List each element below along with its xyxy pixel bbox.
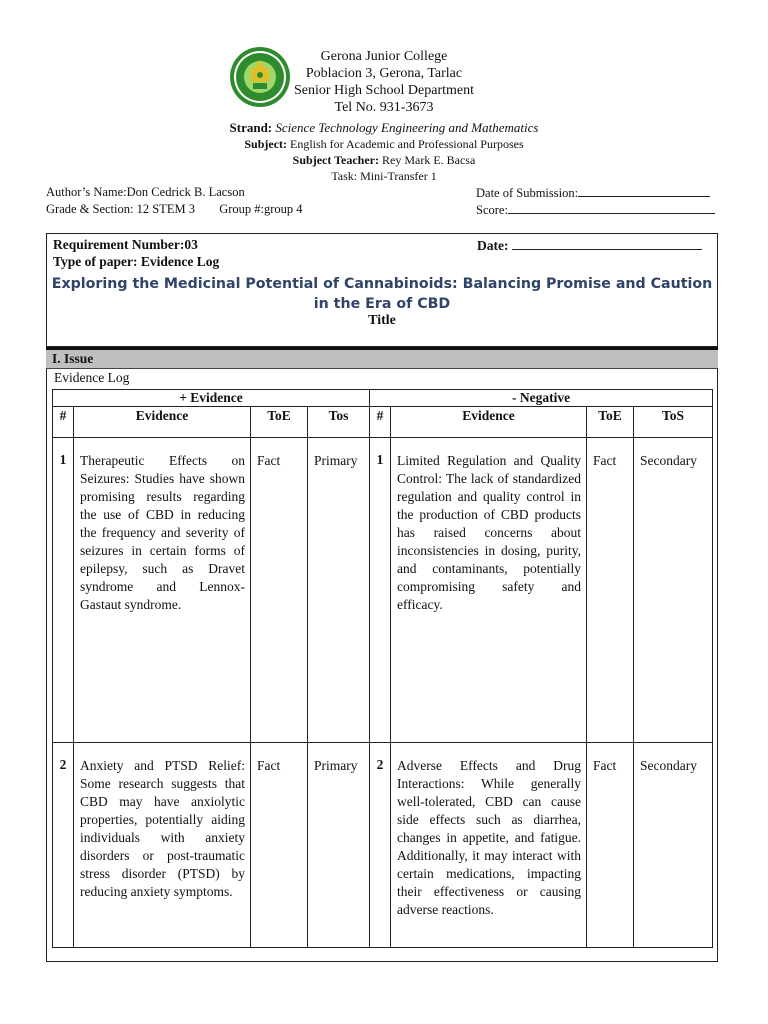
grade-section-value: Grade & Section: 12 STEM 3	[46, 202, 195, 216]
col-tos-positive: Tos	[308, 407, 370, 438]
col-num-negative: #	[370, 407, 391, 438]
title-label: Title	[368, 313, 396, 328]
type-of-source: Secondary	[634, 743, 713, 948]
column-header-row	[53, 407, 713, 438]
date-submission-label: Date of Submission:	[476, 186, 579, 200]
evidence-text: Therapeutic Effects on Seizures: Studies have shown promising results regarding the use of CBD in reducing the frequency and severity of seizures in certain forms of epilepsy, such as Dravet syndrome and Lennox-Gastaut syndrome.	[74, 438, 251, 743]
positive-evidence-group: + Evidence	[53, 390, 370, 407]
department: Senior High School Department	[293, 83, 475, 98]
table-row	[53, 438, 713, 743]
row-number: 1	[370, 438, 391, 743]
col-toe-positive: ToE	[251, 407, 308, 438]
frame-bottom	[46, 961, 718, 962]
requirement-date-blank	[512, 237, 702, 250]
teacher-label: Subject Teacher:	[292, 153, 379, 167]
teacher-value: Rey Mark E. Bacsa	[382, 153, 476, 167]
author-name: Author’s Name:Don Cedrick B. Lacson	[46, 185, 245, 199]
subject-line	[0, 137, 768, 152]
paper-type: Type of paper: Evidence Log	[53, 254, 220, 269]
requirement-box	[46, 233, 718, 347]
frame-right	[717, 369, 718, 962]
row-number: 2	[53, 743, 74, 948]
requirement-date	[477, 237, 702, 254]
row-number: 1	[53, 438, 74, 743]
date-submission	[476, 185, 710, 201]
type-of-evidence: Fact	[251, 743, 308, 948]
score-blank	[508, 202, 715, 214]
group-header-row	[53, 390, 713, 407]
paper-title: Exploring the Medicinal Potential of Cannabinoids: Balancing Promise and Caution in the Era of CBD	[51, 276, 713, 312]
strand-line	[0, 120, 768, 136]
evidence-text: Anxiety and PTSD Relief: Some research suggests that CBD may have anxiolytic properties, potentially aiding individuals with anxiety disorders or post-traumatic stress disorder (PTSD) by reducing anxiety symptoms.	[74, 743, 251, 948]
subject-label: Subject:	[244, 137, 288, 151]
teacher-line	[0, 153, 768, 168]
score	[476, 202, 715, 218]
task-line: Task: Mini-Transfer 1	[331, 169, 437, 183]
evidence-text: Limited Regulation and Quality Control: The lack of standardized regulation and quality control in the production of CBD products has raised concerns about inconsistencies in dosing, purity, and contaminants, potentially compromising safety and efficacy.	[391, 438, 587, 743]
type-of-source: Primary	[308, 743, 370, 948]
col-evidence-positive: Evidence	[74, 407, 251, 438]
requirement-number: Requirement Number:03	[53, 237, 198, 252]
school-name: Gerona Junior College	[320, 49, 448, 64]
date-submission-blank	[578, 185, 710, 197]
col-tos-negative: ToS	[634, 407, 713, 438]
col-num-positive: #	[53, 407, 74, 438]
strand-label: Strand:	[229, 120, 273, 135]
frame-left	[46, 369, 47, 962]
type-of-evidence: Fact	[587, 743, 634, 948]
type-of-source: Primary	[308, 438, 370, 743]
grade-section	[46, 202, 303, 217]
type-of-evidence: Fact	[251, 438, 308, 743]
evidence-table	[52, 389, 713, 948]
negative-evidence-group: - Negative	[370, 390, 713, 407]
evidence-text: Adverse Effects and Drug Interactions: While generally well-tolerated, CBD can cause side effects such as diarrhea, changes in appetite, and fatigue. Additionally, it may interact with certain medications, impacting their effectiveness or causing adverse reactions.	[391, 743, 587, 948]
score-label: Score:	[476, 203, 508, 217]
strand-value: Science Technology Engineering and Mathematics	[275, 120, 539, 135]
row-number: 2	[370, 743, 391, 948]
table-row	[53, 743, 713, 948]
col-evidence-negative: Evidence	[391, 407, 587, 438]
group-value: Group #:group 4	[219, 202, 303, 216]
type-of-source: Secondary	[634, 438, 713, 743]
telephone: Tel No. 931-3673	[334, 100, 434, 115]
col-toe-negative: ToE	[587, 407, 634, 438]
type-of-evidence: Fact	[587, 438, 634, 743]
requirement-date-label: Date:	[477, 238, 509, 253]
school-address: Poblacion 3, Gerona, Tarlac	[305, 66, 463, 81]
issue-heading: I. Issue	[46, 350, 718, 369]
evidence-log-label: Evidence Log	[54, 370, 130, 385]
subject-value: English for Academic and Professional Purposes	[290, 137, 524, 151]
